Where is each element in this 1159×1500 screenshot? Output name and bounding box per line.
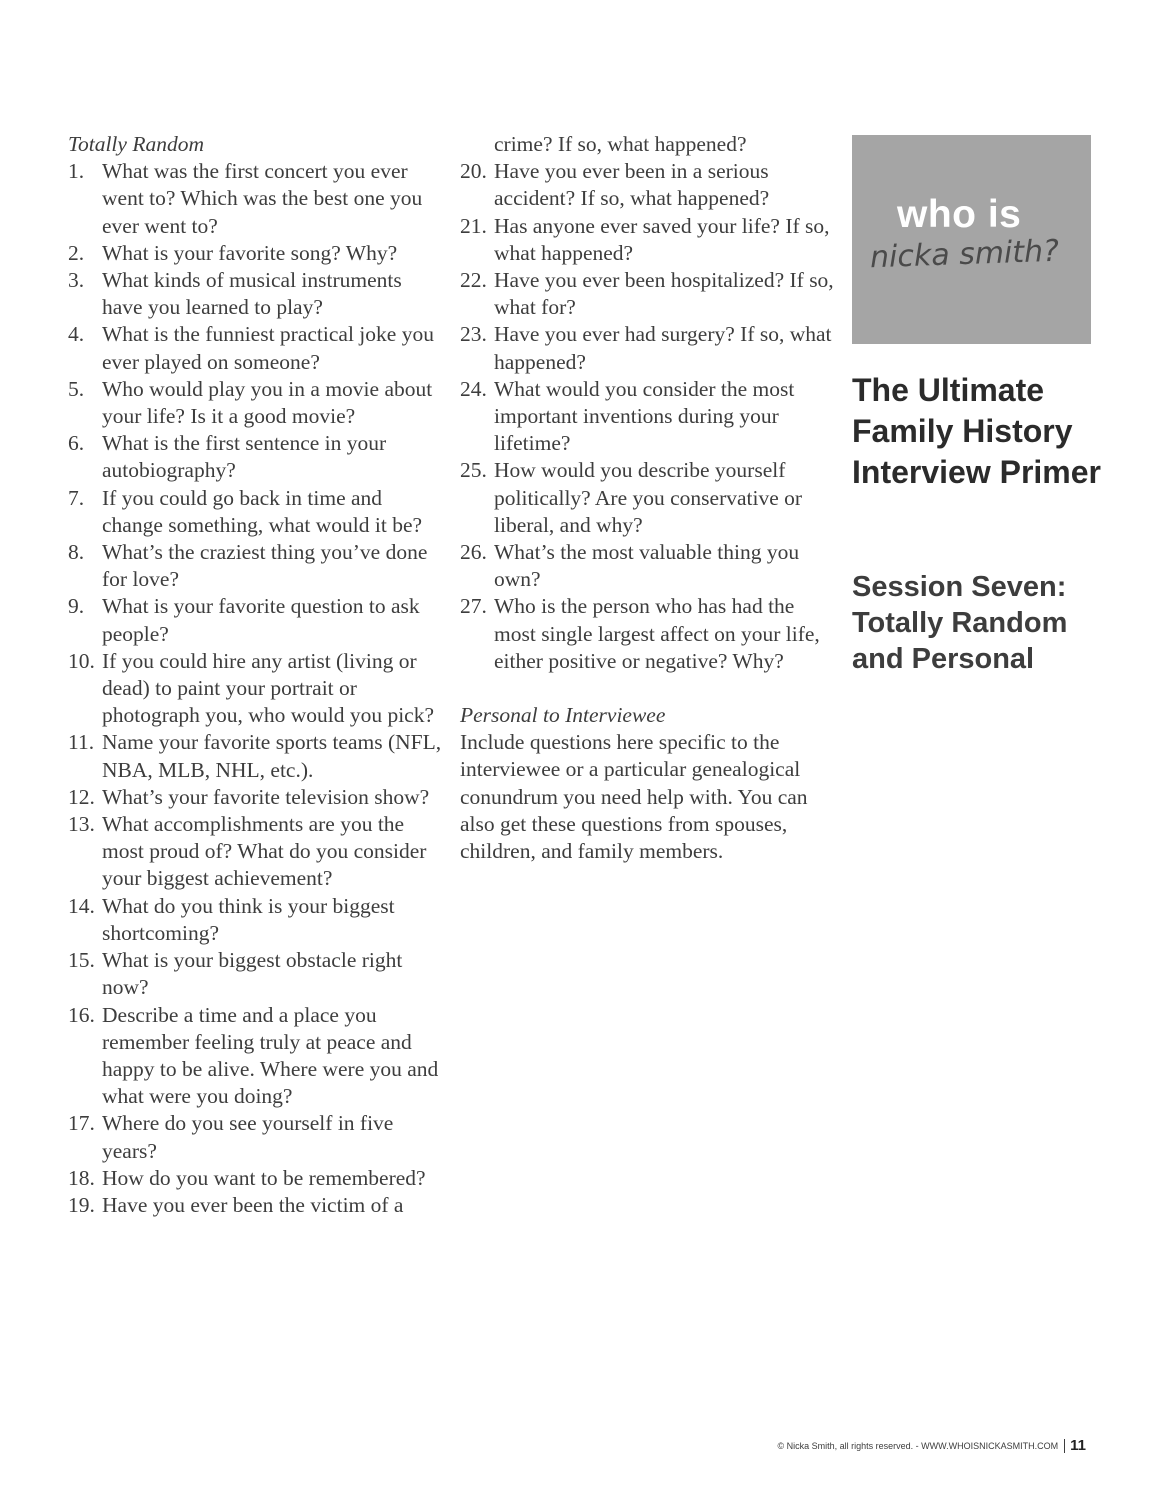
personal-body-text: Include questions here specific to the interviewee or a particular genealogical conundrum you need help with. You can also get these questions from spouses, children, and family members. [460, 730, 808, 864]
question-text: If you could go back in time and change something, what would it be? [102, 485, 423, 537]
question-text: What is your favorite song? Why? [102, 240, 398, 265]
question-number: 3. [68, 268, 85, 293]
brand-logo-box [852, 135, 1091, 344]
question-item [68, 1192, 443, 1219]
logo-text-nicka-smith: nicka smith? [869, 233, 1060, 276]
question-item [68, 321, 443, 375]
question-number: 19. [68, 1192, 95, 1217]
question-number: 25. [460, 458, 487, 483]
page-footer [777, 1437, 1086, 1454]
question-text: What would you consider the most important inventions during your lifetime? [494, 376, 795, 456]
question-item [68, 811, 443, 893]
question-item [68, 539, 443, 593]
section-spacer [460, 675, 835, 702]
question-item [68, 893, 443, 947]
question-number: 21. [460, 213, 487, 238]
question-text: Name your favorite sports teams (NFL, NBA, MLB, NHL, etc.). [102, 730, 442, 782]
document-title: The Ultimate Family History Interview Primer [852, 372, 1101, 490]
question-text: What was the first concert you ever went to? Which was the best one you ever went to? [102, 159, 423, 238]
question-item [460, 457, 835, 539]
question-number: 26. [460, 540, 487, 565]
footer-copyright: © Nicka Smith, all rights reserved. - WWW.WHOISNICKASMITH.COM [777, 1440, 1059, 1451]
question-item [68, 1165, 443, 1192]
question-text: What’s your favorite television show? [102, 784, 430, 809]
question-number: 10. [68, 648, 95, 673]
question-item [68, 240, 443, 267]
question-item [460, 321, 835, 375]
question-text: Have you ever been in a serious accident? If so, what happened? [494, 159, 770, 211]
question-item [68, 485, 443, 539]
question-item [460, 158, 835, 212]
section-heading-totally-random: Totally Random [68, 132, 204, 156]
question-item [68, 1002, 443, 1111]
question-text: Has anyone ever saved your life? If so, what happened? [494, 213, 830, 265]
question-item [460, 267, 835, 321]
question-number: 4. [68, 322, 85, 347]
question-item [460, 213, 835, 267]
question-item [68, 784, 443, 811]
question-text: Who is the person who has had the most single largest affect on your life, either positive or negative? Why? [494, 594, 820, 673]
question-number: 11. [68, 730, 95, 755]
question-text: How do you want to be remembered? [102, 1165, 426, 1190]
session-title: Session Seven: Totally Random and Personal [852, 571, 1068, 675]
question-item [68, 376, 443, 430]
question-item [460, 539, 835, 593]
question-number: 1. [68, 159, 85, 184]
question-item [68, 729, 443, 783]
middle-column [460, 131, 835, 865]
question-text: Have you ever been hospitalized? If so, what for? [494, 268, 834, 320]
question-item [68, 947, 443, 1001]
question-text: Have you ever been the victim of a [102, 1192, 404, 1217]
question-text: What is your biggest obstacle right now? [102, 948, 403, 1000]
question-number: 12. [68, 784, 95, 809]
left-column [68, 131, 443, 1219]
question-item [460, 593, 835, 675]
question-text: What is the funniest practical joke you ever played on someone? [102, 322, 434, 374]
question-text: Have you ever had surgery? If so, what happened? [494, 322, 832, 374]
question-text: Where do you see yourself in five years? [102, 1111, 394, 1163]
question-item [68, 1110, 443, 1164]
question-item [68, 593, 443, 647]
question-number: 27. [460, 594, 487, 619]
question-item [68, 648, 443, 730]
question-text: If you could hire any artist (living or dead) to paint your portrait or photograph you, who would you pick? [102, 648, 435, 728]
question-text: What is your favorite question to ask people? [102, 594, 420, 646]
question-text: What’s the most valuable thing you own? [494, 540, 800, 592]
question-list-left [68, 158, 443, 1219]
logo-text-who-is: who is [897, 193, 1022, 236]
question-number: 2. [68, 240, 85, 265]
question-number: 5. [68, 376, 85, 401]
question-text: Describe a time and a place you remember feeling truly at peace and happy to be alive. Where were you and what were you doing? [102, 1002, 439, 1109]
question-number: 13. [68, 812, 95, 837]
question-text: What do you think is your biggest shortcoming? [102, 893, 395, 945]
question-number: 7. [68, 485, 85, 510]
section-heading-personal: Personal to Interviewee [460, 703, 666, 728]
question-number: 14. [68, 893, 95, 918]
question-continuation: crime? If so, what happened? [494, 132, 747, 156]
question-number: 17. [68, 1111, 95, 1136]
question-number: 16. [68, 1002, 95, 1027]
question-number: 20. [460, 159, 487, 184]
question-text: What kinds of musical instruments have you learned to play? [102, 268, 402, 320]
question-item [460, 376, 835, 458]
question-number: 18. [68, 1165, 95, 1190]
question-number: 24. [460, 376, 487, 401]
question-number: 15. [68, 948, 95, 973]
question-number: 8. [68, 540, 85, 565]
question-item [68, 430, 443, 484]
question-list-middle [460, 158, 835, 675]
question-text: Who would play you in a movie about your life? Is it a good movie? [102, 376, 433, 429]
question-text: What’s the craziest thing you’ve done for love? [102, 540, 428, 592]
question-text: What is the first sentence in your autobiography? [102, 431, 387, 483]
question-number: 9. [68, 594, 85, 619]
question-item [68, 267, 443, 321]
question-number: 6. [68, 431, 85, 456]
question-text: How would you describe yourself politically? Are you conservative or liberal, and why? [494, 458, 803, 537]
question-item [68, 158, 443, 240]
question-number: 23. [460, 322, 487, 347]
page-number: 11 [1070, 1437, 1086, 1454]
question-number: 22. [460, 268, 487, 293]
question-text: What accomplishments are you the most proud of? What do you consider your biggest achievement? [102, 812, 427, 891]
footer-divider [1064, 1439, 1065, 1453]
